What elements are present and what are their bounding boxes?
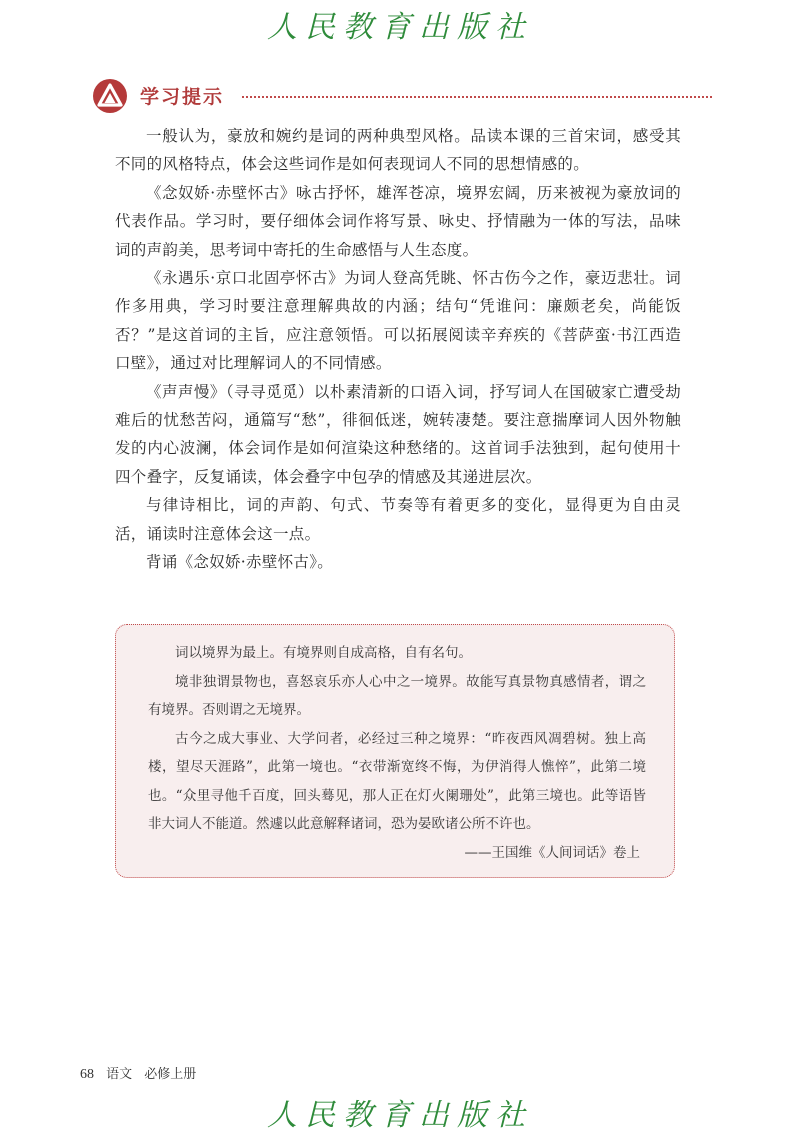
publisher-logo-bottom: 人民教育出版社: [267, 1098, 533, 1133]
tip-paragraph: 《声声慢》（寻寻觅觅）以朴素清新的口语入词，抒写词人在国破家亡遭受劫难后的忧愁苦闷，通篇写“愁”，徘徊低迷，婉转凄楚。要注意揣摩词人因外物触发的内心波澜，体会词作是如何渲染这种愁绪的。这首词手法独到，起句使用十四个叠字，反复诵读，体会叠字中包孕的情感及其递进层次。: [115, 382, 681, 486]
tip-paragraph: 与律诗相比，词的声韵、句式、节奏等有着更多的变化，显得更为自由灵活，诵读时注意体会这一点。: [115, 496, 681, 543]
quote-paragraph: 境非独谓景物也，喜怒哀乐亦人心中之一境界。故能写真景物真感情者，谓之有境界。否则谓之无境界。: [148, 673, 646, 718]
tip-paragraph: 一般认为，豪放和婉约是词的两种典型风格。品读本课的三首宋词，感受其不同的风格特点，体会这些词作是如何表现词人不同的思想情感的。: [115, 127, 681, 174]
triangle-logo-icon: [92, 78, 128, 114]
publisher-logo-top: 人民教育出版社: [267, 10, 533, 45]
dotted-divider: [242, 96, 712, 98]
footer-volume: 必修上册: [144, 1067, 197, 1082]
quote-source: ——王国维《人间词话》卷上: [464, 844, 640, 861]
quote-paragraph: 古今之成大事业、大学问者，必经过三种之境界：“昨夜西风凋碧树。独上高楼，望尽天涯路”，此第一境也。“衣带渐宽终不悔，为伊消得人憔悴”，此第二境也。“众里寻他千百度，回头蓦见，那人正在灯火阑珊处”，此第三境也。此等语皆非大词人不能道。然遽以此意解释诸词，恐为晏欧诸公所不许也。: [148, 730, 646, 832]
tip-paragraph: 背诵《念奴娇·赤壁怀古》。: [146, 553, 334, 572]
quote-box: [115, 624, 675, 878]
tip-paragraph: 《永遇乐·京口北固亭怀古》为词人登高凭眺、怀古伤今之作，豪迈悲壮。词作多用典，学习时要注意理解典故的内涵；结句“凭谁问：廉颇老矣，尚能饭否？”是这首词的主旨，应注意领悟。可以拓展阅读辛弃疾的《菩萨蛮·书江西造口壁》，通过对比理解词人的不同情感。: [115, 269, 681, 373]
quote-paragraph: 词以境界为最上。有境界则自成高格，自有名句。: [175, 645, 472, 661]
section-header: [92, 78, 712, 114]
section-title: 学习提示: [140, 86, 225, 108]
footer-subject: 语文: [106, 1067, 133, 1082]
study-tips: [115, 122, 681, 577]
page-number: 68: [80, 1067, 94, 1082]
tip-paragraph: 《念奴娇·赤壁怀古》咏古抒怀，雄浑苍凉，境界宏阔，历来被视为豪放词的代表作品。学习时，要仔细体会词作将写景、咏史、抒情融为一体的写法，品味词的声韵美，思考词中寄托的生命感悟与人生态度。: [115, 183, 681, 259]
page-footer: [80, 1063, 196, 1083]
